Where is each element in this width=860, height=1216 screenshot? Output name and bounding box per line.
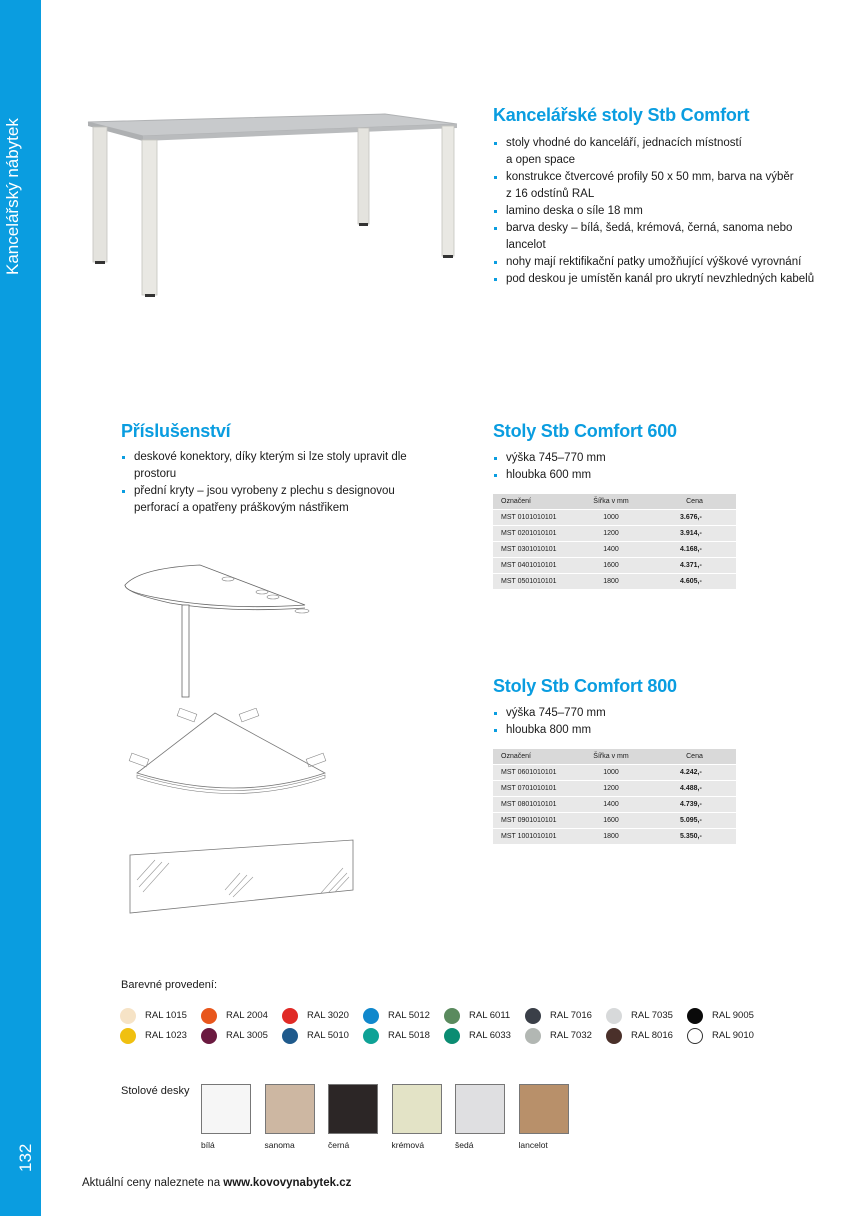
feature-item: nohy mají rektifikační patky umožňující výškové vyrovnání bbox=[493, 254, 833, 271]
connector-drawing bbox=[120, 560, 320, 700]
comfort800-specs bbox=[493, 705, 606, 739]
color-dot bbox=[606, 1008, 622, 1024]
code-cell: MST 0501010101 bbox=[493, 574, 569, 589]
code-cell: MST 0201010101 bbox=[493, 526, 569, 541]
section-title: Kancelářský nábytek bbox=[3, 118, 22, 275]
product-title: Kancelářské stoly Stb Comfort bbox=[493, 105, 750, 125]
width-cell: 1400 bbox=[569, 797, 653, 812]
width-cell: 1600 bbox=[569, 558, 653, 573]
color-dot bbox=[201, 1028, 217, 1044]
color-dot bbox=[687, 1028, 703, 1044]
desk-image bbox=[85, 108, 460, 303]
price-cell: 3.914,- bbox=[653, 526, 736, 541]
col-header: Šířka v mm bbox=[569, 494, 653, 509]
code-cell: MST 0801010101 bbox=[493, 797, 569, 812]
color-label: RAL 3005 bbox=[226, 1030, 268, 1041]
table-row bbox=[493, 510, 736, 525]
feature-item: lamino deska o síle 18 mm bbox=[493, 203, 833, 220]
comfort800-price-table bbox=[493, 748, 736, 845]
color-swatch-item bbox=[444, 1007, 525, 1024]
desk-swatch-item bbox=[328, 1084, 378, 1150]
col-header: Cena bbox=[653, 749, 736, 764]
desk-swatches bbox=[201, 1084, 582, 1150]
front-cover-drawing bbox=[125, 835, 360, 920]
spec-item: výška 745–770 mm bbox=[493, 705, 606, 722]
color-label: RAL 7035 bbox=[631, 1010, 673, 1021]
desk-swatch bbox=[455, 1084, 505, 1134]
accessory-item-cont: perforací a opatřeny práškovým nástřikem bbox=[134, 502, 349, 514]
table-row bbox=[493, 542, 736, 557]
page-number: 132 bbox=[16, 1143, 35, 1172]
color-label: RAL 5012 bbox=[388, 1010, 430, 1021]
price-cell: 4.488,- bbox=[653, 781, 736, 796]
color-dot bbox=[120, 1028, 136, 1044]
accessory-item: přední kryty – jsou vyrobeny z plechu s designovou bbox=[121, 483, 421, 500]
footer-link[interactable]: www.kovovynabytek.cz bbox=[223, 1177, 352, 1189]
color-label: RAL 9010 bbox=[712, 1030, 754, 1041]
color-swatch-item bbox=[687, 1027, 768, 1044]
feature-item: konstrukce čtvercové profily 50 x 50 mm, barva na výběr bbox=[493, 169, 833, 186]
color-dot bbox=[687, 1008, 703, 1024]
width-cell: 1800 bbox=[569, 574, 653, 589]
color-label: RAL 9005 bbox=[712, 1010, 754, 1021]
comfort800-title: Stoly Stb Comfort 800 bbox=[493, 676, 677, 696]
corner-connector-drawing bbox=[125, 708, 345, 808]
desk-swatch-item bbox=[519, 1084, 569, 1150]
color-dot bbox=[444, 1008, 460, 1024]
color-swatch-item bbox=[363, 1027, 444, 1044]
desk-label: černá bbox=[328, 1140, 350, 1150]
table-row bbox=[493, 781, 736, 796]
color-dot bbox=[525, 1028, 541, 1044]
desk-swatch bbox=[519, 1084, 569, 1134]
desk-label: šedá bbox=[455, 1140, 474, 1150]
color-dot bbox=[363, 1008, 379, 1024]
width-cell: 1000 bbox=[569, 765, 653, 780]
spec-item: výška 745–770 mm bbox=[493, 450, 606, 467]
width-cell: 1200 bbox=[569, 781, 653, 796]
color-swatch-item bbox=[606, 1007, 687, 1024]
spec-item: hloubka 600 mm bbox=[493, 467, 606, 484]
desks-title: Stolové desky bbox=[121, 1085, 190, 1097]
price-cell: 4.168,- bbox=[653, 542, 736, 557]
color-label: RAL 7016 bbox=[550, 1010, 592, 1021]
table-row bbox=[493, 574, 736, 589]
color-label: RAL 2004 bbox=[226, 1010, 268, 1021]
color-label: RAL 1023 bbox=[145, 1030, 187, 1041]
footer bbox=[82, 1177, 351, 1189]
price-cell: 4.605,- bbox=[653, 574, 736, 589]
color-label: RAL 3020 bbox=[307, 1010, 349, 1021]
table-row bbox=[493, 813, 736, 828]
price-cell: 4.371,- bbox=[653, 558, 736, 573]
color-dot bbox=[444, 1028, 460, 1044]
color-dot bbox=[606, 1028, 622, 1044]
feature-item: pod deskou je umístěn kanál pro ukrytí nevzhledných kabelů bbox=[493, 271, 833, 288]
width-cell: 1400 bbox=[569, 542, 653, 557]
desk-swatch bbox=[265, 1084, 315, 1134]
color-dot bbox=[120, 1008, 136, 1024]
desk-swatch bbox=[328, 1084, 378, 1134]
color-label: RAL 5018 bbox=[388, 1030, 430, 1041]
desk-swatch-item bbox=[201, 1084, 251, 1150]
color-swatch-item bbox=[120, 1027, 201, 1044]
feature-item-cont: z 16 odstínů RAL bbox=[506, 188, 595, 200]
color-label: RAL 6011 bbox=[469, 1010, 511, 1021]
price-cell: 4.739,- bbox=[653, 797, 736, 812]
color-swatch-item bbox=[444, 1027, 525, 1044]
width-cell: 1600 bbox=[569, 813, 653, 828]
color-dot bbox=[363, 1028, 379, 1044]
col-header: Šířka v mm bbox=[569, 749, 653, 764]
footer-text: Aktuální ceny naleznete na bbox=[82, 1177, 224, 1189]
table-row bbox=[493, 829, 736, 844]
width-cell: 1800 bbox=[569, 829, 653, 844]
desk-swatch bbox=[392, 1084, 442, 1134]
color-dot bbox=[525, 1008, 541, 1024]
desk-swatch-item bbox=[392, 1084, 442, 1150]
color-label: RAL 7032 bbox=[550, 1030, 592, 1041]
color-label: RAL 6033 bbox=[469, 1030, 511, 1041]
sidebar bbox=[0, 0, 41, 1216]
color-label: RAL 5010 bbox=[307, 1030, 349, 1041]
color-label: RAL 1015 bbox=[145, 1010, 187, 1021]
code-cell: MST 0901010101 bbox=[493, 813, 569, 828]
col-header: Označení bbox=[493, 494, 569, 509]
color-dot bbox=[201, 1008, 217, 1024]
col-header: Označení bbox=[493, 749, 569, 764]
desk-label: sanoma bbox=[264, 1140, 295, 1150]
spec-item: hloubka 800 mm bbox=[493, 722, 606, 739]
code-cell: MST 0601010101 bbox=[493, 765, 569, 780]
desk-swatch bbox=[201, 1084, 251, 1134]
desk-label: bílá bbox=[201, 1140, 215, 1150]
table-row bbox=[493, 526, 736, 541]
accessory-item-cont: prostoru bbox=[134, 468, 177, 480]
price-cell: 5.095,- bbox=[653, 813, 736, 828]
col-header: Cena bbox=[653, 494, 736, 509]
width-cell: 1000 bbox=[569, 510, 653, 525]
price-cell: 5.350,- bbox=[653, 829, 736, 844]
color-swatch-item bbox=[525, 1007, 606, 1024]
desk-label: krémová bbox=[391, 1140, 425, 1150]
table-row bbox=[493, 797, 736, 812]
code-cell: MST 1001010101 bbox=[493, 829, 569, 844]
color-dot bbox=[282, 1028, 298, 1044]
accessories-features bbox=[121, 449, 421, 517]
price-cell: 4.242,- bbox=[653, 765, 736, 780]
desk-label: lancelot bbox=[518, 1140, 548, 1150]
code-cell: MST 0401010101 bbox=[493, 558, 569, 573]
comfort600-price-table bbox=[493, 493, 736, 590]
code-cell: MST 0301010101 bbox=[493, 542, 569, 557]
price-cell: 3.676,- bbox=[653, 510, 736, 525]
color-swatch-item bbox=[525, 1027, 606, 1044]
feature-item-cont: lancelot bbox=[506, 239, 546, 251]
color-swatch-item bbox=[687, 1007, 768, 1024]
color-swatch-item bbox=[606, 1027, 687, 1044]
comfort600-title: Stoly Stb Comfort 600 bbox=[493, 421, 677, 441]
feature-item: stoly vhodné do kanceláří, jednacích místností bbox=[493, 135, 833, 152]
colors-title: Barevné provedení: bbox=[121, 979, 218, 991]
accessory-item: deskové konektory, díky kterým si lze stoly upravit dle bbox=[121, 449, 421, 466]
code-cell: MST 0701010101 bbox=[493, 781, 569, 796]
color-swatch-item bbox=[282, 1027, 363, 1044]
accessories-title: Příslušenství bbox=[121, 421, 231, 441]
feature-item-cont: a open space bbox=[506, 154, 576, 166]
table-row bbox=[493, 765, 736, 780]
color-label: RAL 8016 bbox=[631, 1030, 673, 1041]
code-cell: MST 0101010101 bbox=[493, 510, 569, 525]
desk-swatch-item bbox=[455, 1084, 505, 1150]
color-swatch-item bbox=[201, 1007, 282, 1024]
product-features bbox=[493, 135, 833, 288]
feature-item: barva desky – bílá, šedá, krémová, černá, sanoma nebo bbox=[493, 220, 833, 237]
color-dot bbox=[282, 1008, 298, 1024]
color-swatch-item bbox=[120, 1007, 201, 1024]
color-swatch-item bbox=[282, 1007, 363, 1024]
color-swatches bbox=[120, 1007, 768, 1044]
desk-swatch-item bbox=[265, 1084, 315, 1150]
width-cell: 1200 bbox=[569, 526, 653, 541]
color-swatch-item bbox=[201, 1027, 282, 1044]
color-swatch-item bbox=[363, 1007, 444, 1024]
table-row bbox=[493, 558, 736, 573]
comfort600-specs bbox=[493, 450, 606, 484]
